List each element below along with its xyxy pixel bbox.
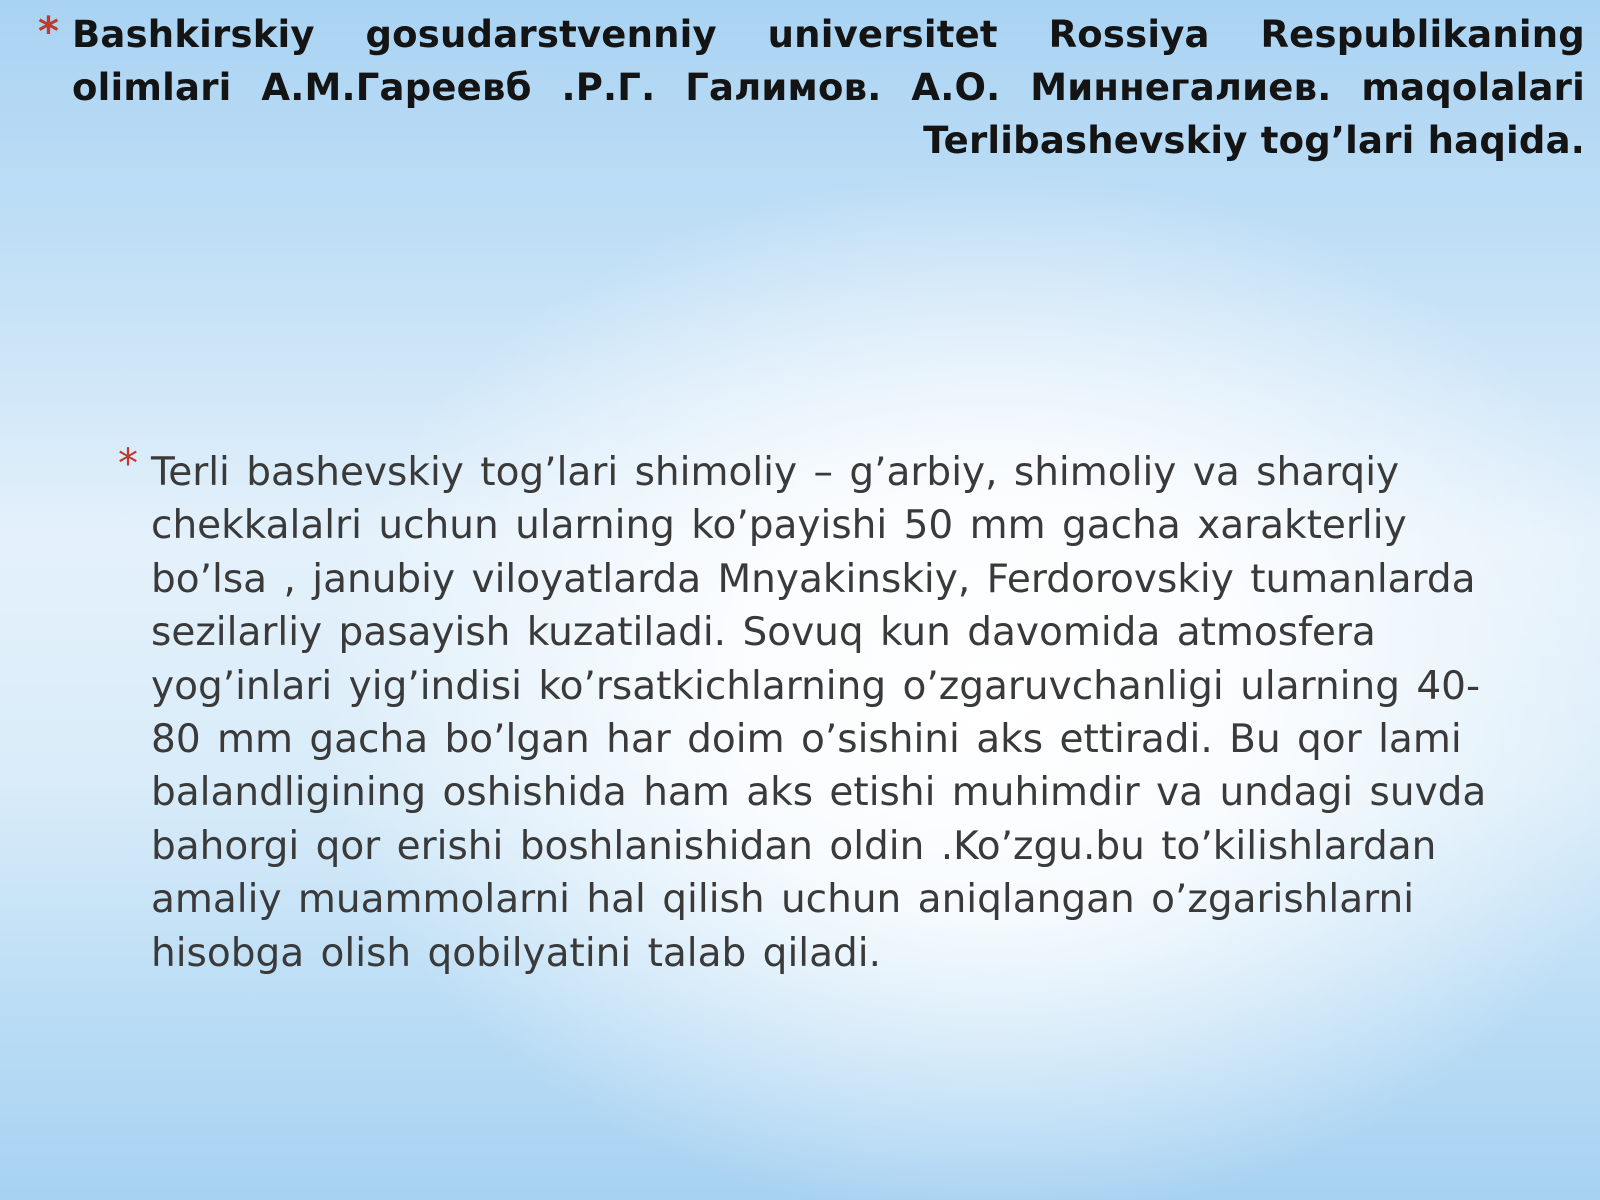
slide-title-block [30, 8, 1585, 167]
slide-title: Bashkirskiy gosudarstvenniy universitet Rossiya Respublikaning olimlari А.М.Гареевб .Р.Г. Галимов. А.О. Миннегалиев. maqolalari Terlibashevskiy tog’lari haqida. [72, 13, 1585, 162]
slide-body-paragraph: Terli bashevskiy tog’lari shimoliy – g’arbiy, shimoliy va sharqiy chekkalalri uchun ularning ko’payishi 50 mm gacha xarakterliy bo’lsa , janubiy viloyatlarda Mnyakinskiy, Ferdorovskiy tumanlarda sezilarliy pasayish kuzatiladi. Sovuq kun davomida atmosfera yog’inlari yig’indisi ko’rsatkichlarning o’zgaruvchanligi ularning 40-80 mm gacha bo’lgan har doim o’sishini aks ettiradi. Bu qor lami balandligining oshishida ham aks etishi muhimdir va undagi suvda bahorgi qor erishi boshlanishidan oldin .Ko’zgu.bu to’kilishlardan amaliy muammolarni hal qilish uchun aniqlangan o’zgarishlarni hisobga olish qobilyatini talab qiladi. [151, 450, 1487, 976]
slide-body-block [118, 441, 1496, 980]
body-bullet-icon: * [118, 441, 138, 487]
title-bullet-icon: * [38, 9, 59, 55]
